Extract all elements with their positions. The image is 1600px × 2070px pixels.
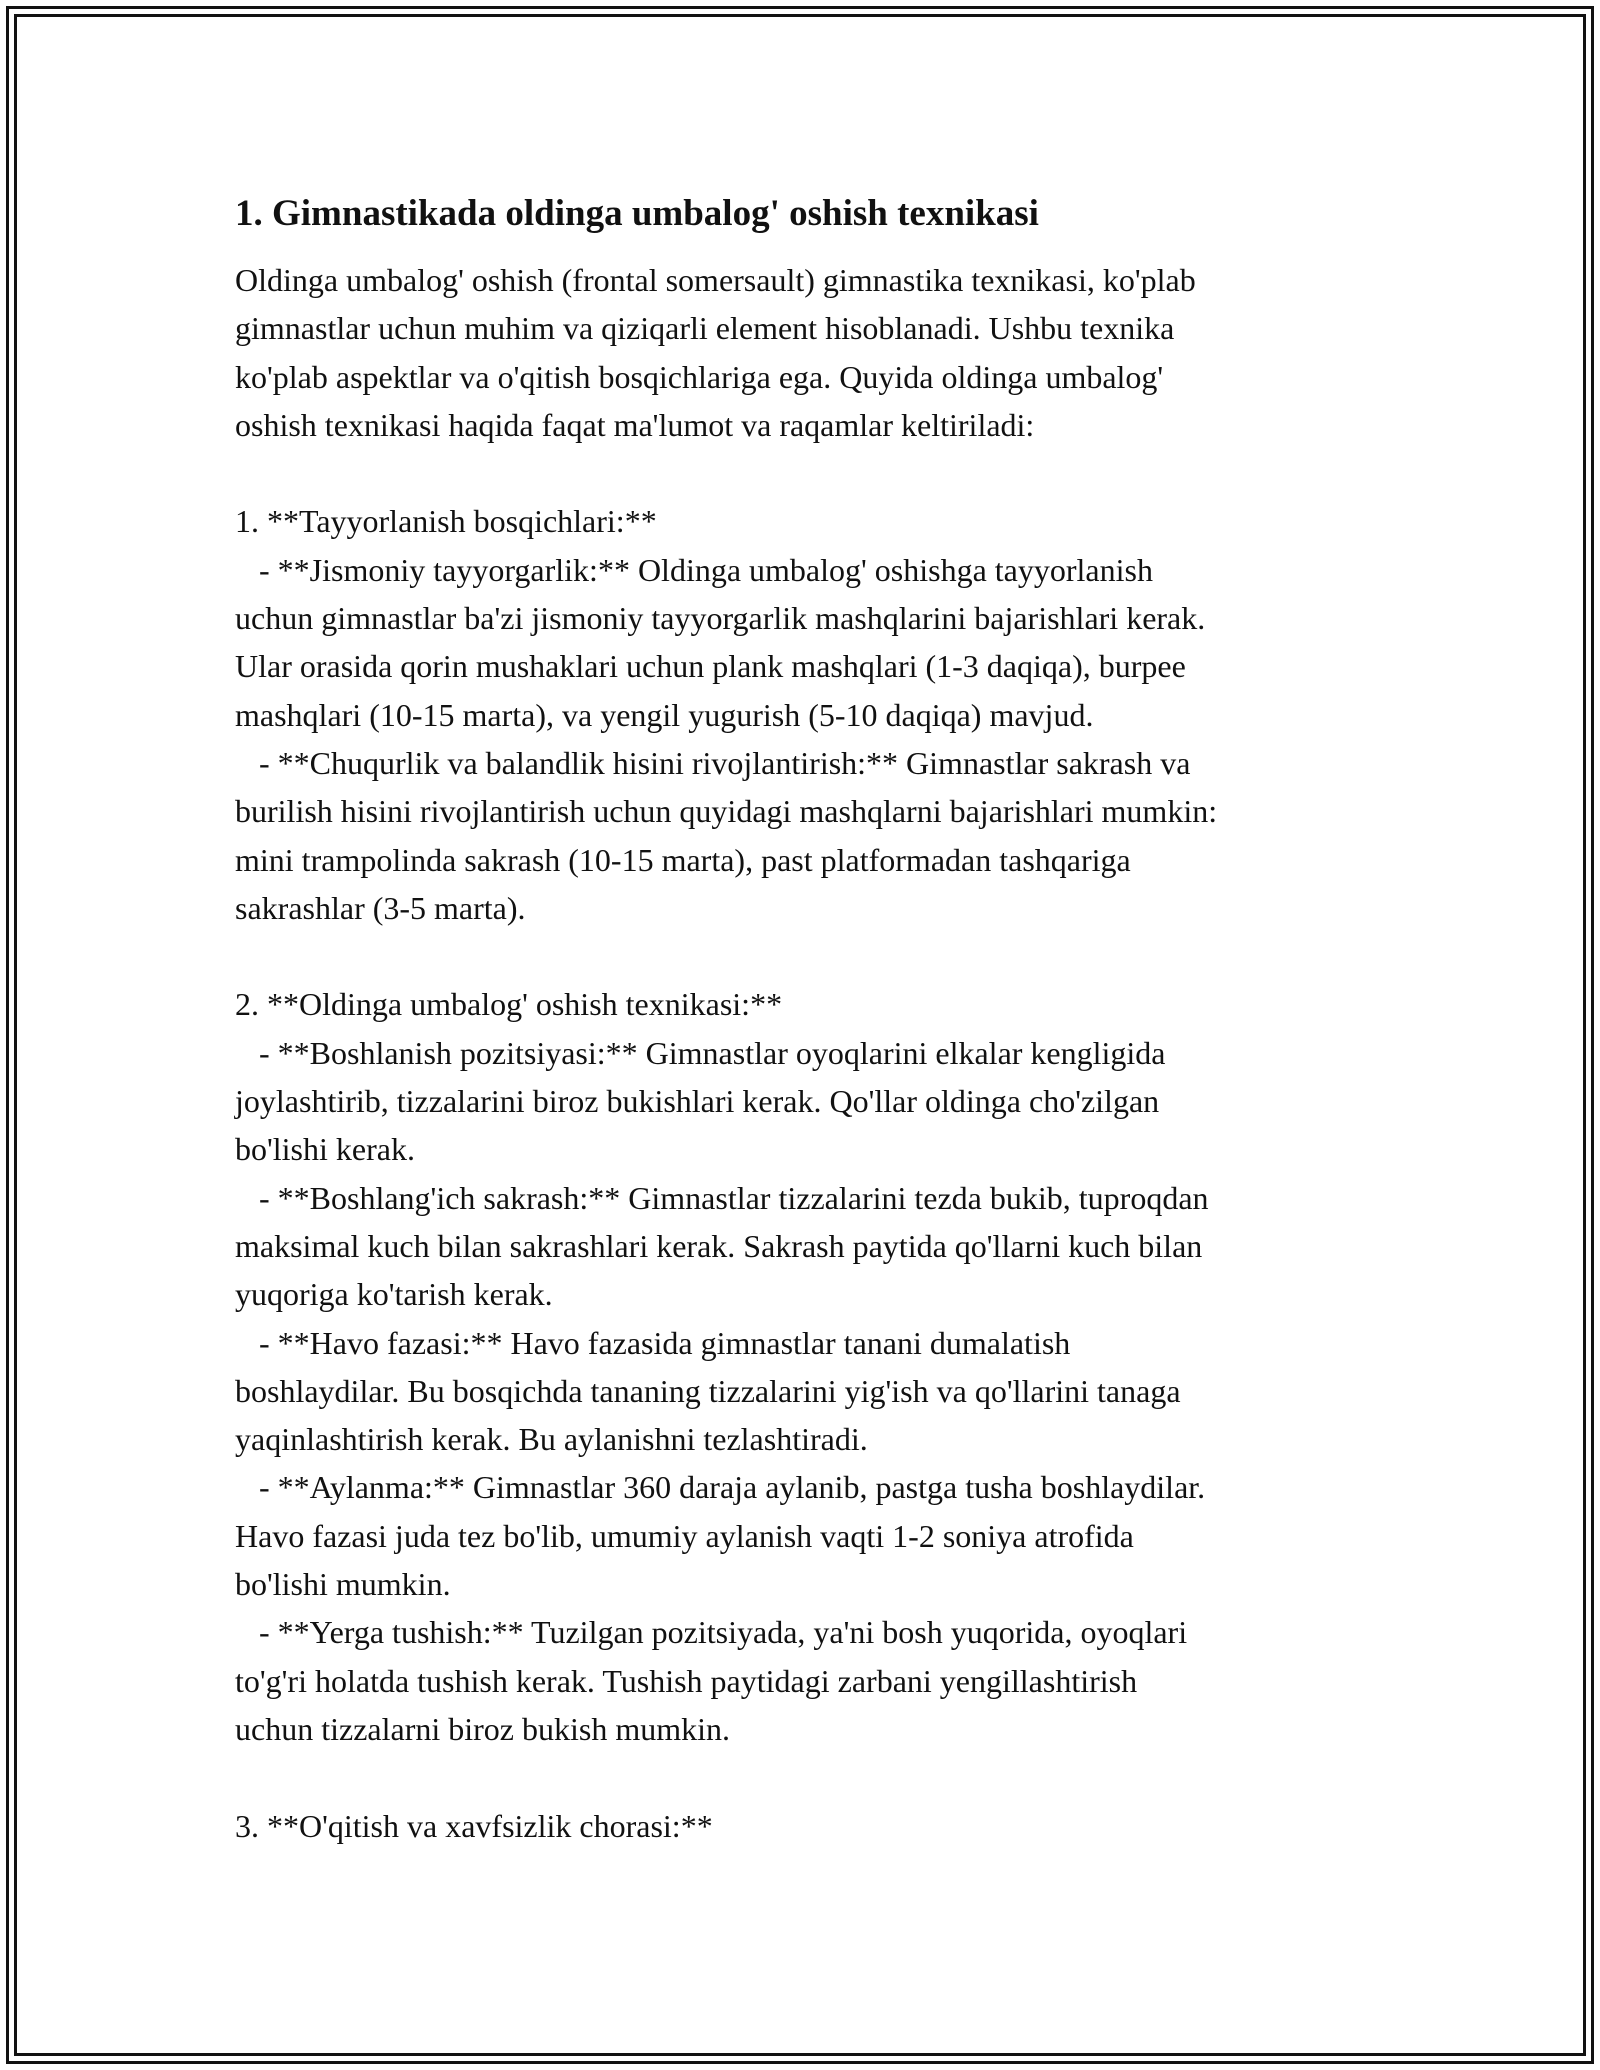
document-body xyxy=(235,186,1375,1850)
text-line: - **Yerga tushish:** Tuzilgan pozitsiyada, ya'ni bosh yuqorida, oyoqlari xyxy=(235,1614,1188,1651)
text-line: uchun gimnastlar ba'zi jismoniy tayyorgarlik mashqlarini bajarishlari kerak. xyxy=(235,600,1206,637)
text-line: Ular orasida qorin mushaklari uchun plank mashqlari (1-3 daqiqa), burpee xyxy=(235,648,1186,685)
text-line: - **Boshlang'ich sakrash:** Gimnastlar tizzalarini tezda bukib, tuproqdan xyxy=(235,1179,1209,1216)
text-line: - **Boshlanish pozitsiyasi:** Gimnastlar oyoqlarini elkalar kengligida xyxy=(235,1034,1166,1071)
text-line: to'g'ri holatda tushish kerak. Tushish paytidagi zarbani yengillashtirish xyxy=(235,1662,1138,1699)
text-line: 3. **O'qitish va xavfsizlik chorasi:** xyxy=(235,1807,713,1844)
text-line: - **Havo fazasi:** Havo fazasida gimnastlar tanani dumalatish xyxy=(235,1324,1071,1361)
text-line: boshlaydilar. Bu bosqichda tananing tizzalarini yig'ish va qo'llarini tanaga xyxy=(235,1372,1181,1409)
text-line: mini trampolinda sakrash (10-15 marta), past platformadan tashqariga xyxy=(235,841,1131,878)
text-line: 2. **Oldinga umbalog' oshish texnikasi:** xyxy=(235,986,783,1023)
text-line: - **Chuqurlik va balandlik hisini rivojlantirish:** Gimnastlar sakrash va xyxy=(235,744,1191,781)
text-line: - **Jismoniy tayyorgarlik:** Oldinga umbalog' oshishga tayyorlanish xyxy=(235,551,1153,588)
text-line: bo'lishi mumkin. xyxy=(235,1566,451,1603)
text-line: yuqoriga ko'tarish kerak. xyxy=(235,1276,553,1313)
text-line: - **Aylanma:** Gimnastlar 360 daraja aylanib, pastga tusha boshlaydilar. xyxy=(235,1469,1206,1506)
text-line: uchun tizzalarni biroz bukish mumkin. xyxy=(235,1710,730,1747)
blank-line xyxy=(235,449,1375,497)
text-line: oshish texnikasi haqida faqat ma'lumot va raqamlar keltiriladi: xyxy=(235,406,1035,443)
text-line: mashqlari (10-15 marta), va yengil yugurish (5-10 daqiqa) mavjud. xyxy=(235,696,1094,733)
text-line: gimnastlar uchun muhim va qiziqarli element hisoblanadi. Ushbu texnika xyxy=(235,310,1175,347)
text-line: yaqinlashtirish kerak. Bu aylanishni tezlashtiradi. xyxy=(235,1421,868,1458)
text-line: bo'lishi kerak. xyxy=(235,1131,415,1168)
document-text xyxy=(235,256,1375,1850)
text-line: burilish hisini rivojlantirish uchun quyidagi mashqlarni bajarishlari mumkin: xyxy=(235,793,1218,830)
text-line: maksimal kuch bilan sakrashlari kerak. Sakrash paytida qo'llarni kuch bilan xyxy=(235,1227,1203,1264)
document-title: 1. Gimnastikada oldinga umbalog' oshish texnikasi xyxy=(235,193,1039,234)
text-line: sakrashlar (3-5 marta). xyxy=(235,889,526,926)
text-line: ko'plab aspektlar va o'qitish bosqichlariga ega. Quyida oldinga umbalog' xyxy=(235,358,1164,395)
text-line: Havo fazasi juda tez bo'lib, umumiy aylanish vaqti 1-2 soniya atrofida xyxy=(235,1517,1134,1554)
text-line: joylashtirib, tizzalarini biroz bukishlari kerak. Qo'llar oldinga cho'zilgan xyxy=(235,1083,1160,1120)
blank-line xyxy=(235,932,1375,980)
blank-line xyxy=(235,1753,1375,1801)
text-line: 1. **Tayyorlanish bosqichlari:** xyxy=(235,503,657,540)
text-line: Oldinga umbalog' oshish (frontal somersault) gimnastika texnikasi, ko'plab xyxy=(235,262,1196,298)
